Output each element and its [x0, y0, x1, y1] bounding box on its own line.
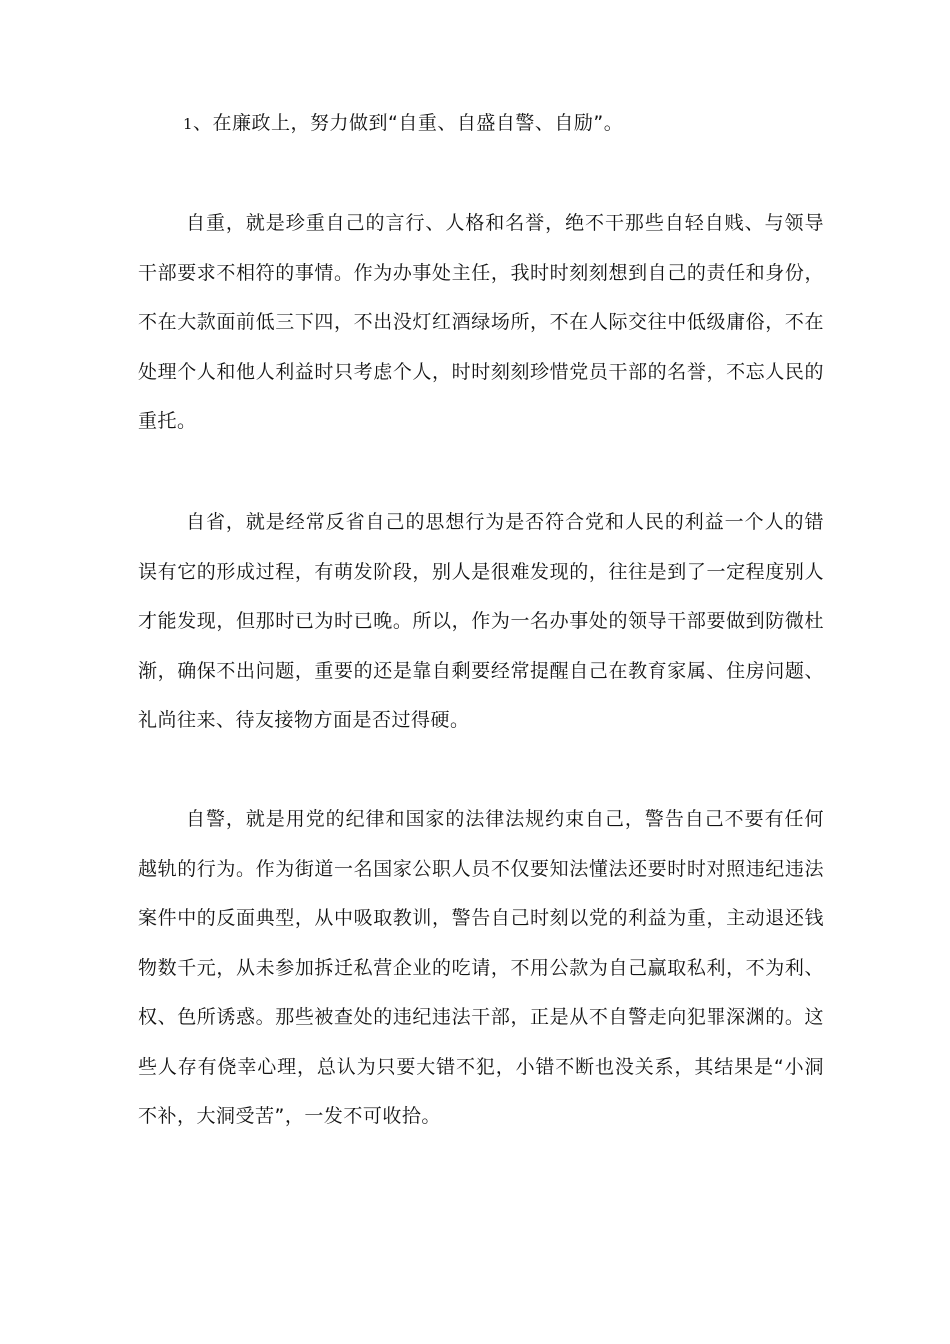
paragraph-self-reflection: 自省，就是经常反省自己的思想行为是否符合党和人民的利益一个人的错误有它的形成过程，有萌发阶段，别人是很难发现的，往往是到了一定程度别人才能发现，但那时已为时已晚。所以，作为一名办事处的领导干部要做到防微杜渐，确保不出问题，重要的还是靠自剩要经常提醒自己在教育家属、住房问题、礼尚往来、待友接物方面是否过得硬。 — [138, 511, 824, 731]
heading-number: 1 — [183, 115, 194, 133]
paragraph-self-warning: 自警，就是用党的纪律和国家的法律法规约束自己，警告自己不要有任何越轨的行为。作为街道一名国家公职人员不仅要知法懂法还要时时对照违纪违法案件中的反面典型，从中吸取教训，警告自己时刻以党的利益为重，主动退还钱物数千元，从未参加拆迁私营企业的吃请，不用公款为自己赢取私利，不为利、权、色所诱惑。那些被查处的违纪违法干部，正是从不自警走向犯罪深渊的。这些人存有侥幸心理，总认为只要大错不犯，小错不断也没关系，其结果是“小洞不补，大洞受苦”，一发不可收拾。 — [138, 808, 824, 1127]
paragraph-self-respect: 自重，就是珍重自己的言行、人格和名誉，绝不干那些自轻自贱、与领导干部要求不相符的事情。作为办事处主任，我时时刻刻想到自己的责任和身份，不在大款面前低三下四，不出没灯红酒绿场所，不在人际交往中低级庸俗，不在处理个人和他人利益时只考虑个人，时时刻刻珍惜党员干部的名誉，不忘人民的重托。 — [138, 212, 824, 432]
section-heading — [183, 108, 623, 139]
heading-text: 、在廉政上，努力做到“自重、自盛自警、自励”。 — [193, 112, 624, 134]
